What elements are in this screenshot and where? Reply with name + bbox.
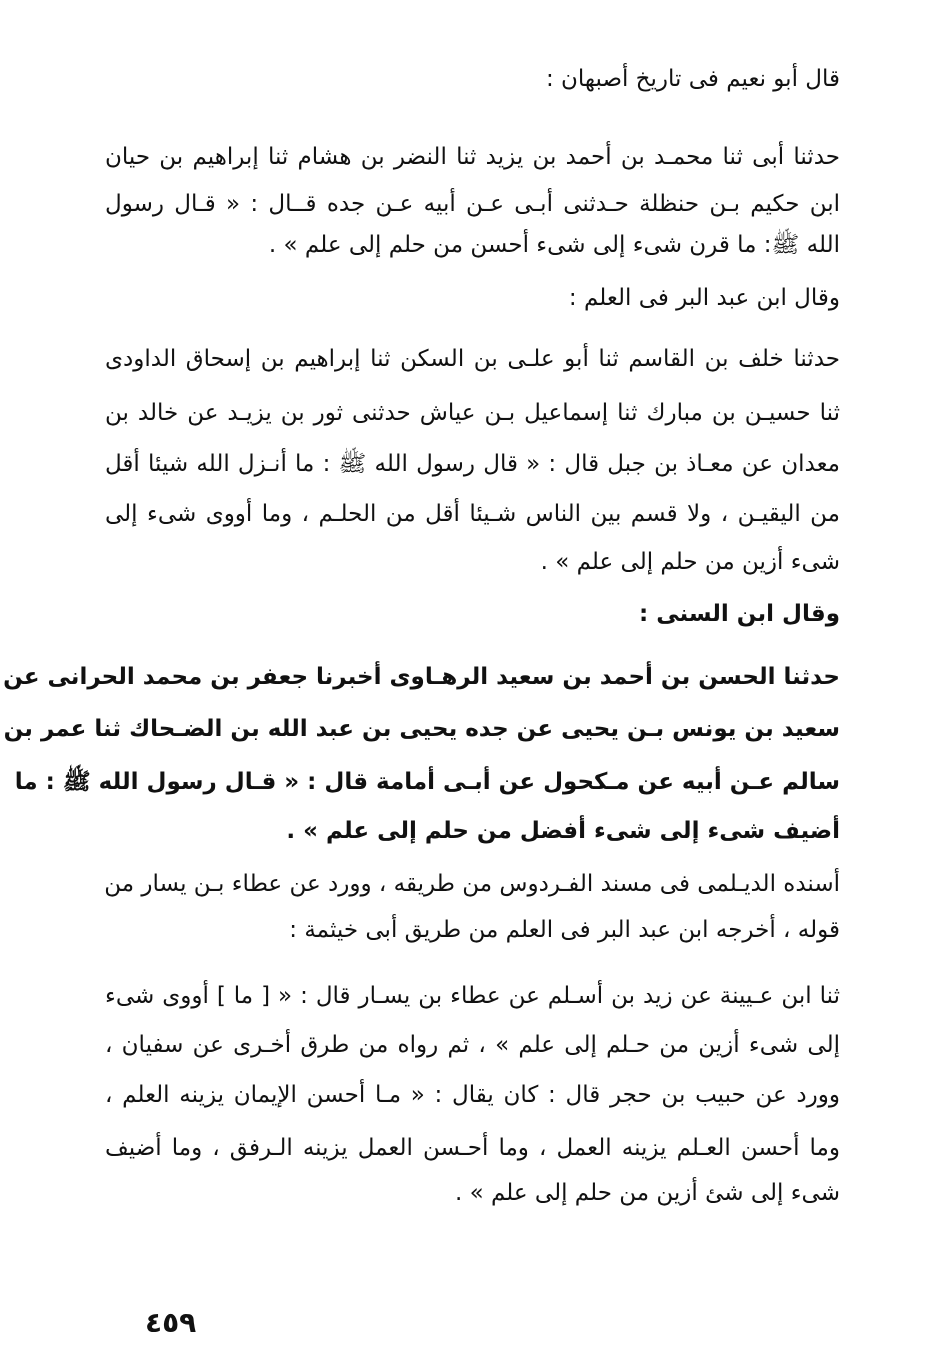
text-line: سعيد بن يونس بـن يحيى عن جده يحيى بن عبد الله بن الضـحاك ثنا عمر بن (3, 716, 840, 742)
book-page (3, 0, 840, 1352)
section-heading: قال أبو نعيم فى تاريخ أصبهان : (545, 66, 840, 92)
text-line: سالم عـن أبيه عن مـكحول عن أبـى أمامة قال : « قـال رسول الله ﷺ : ما (14, 769, 840, 795)
text-line: أسنده الديـلمى فى مسند الفـردوس من طريقه ، وورد عن عطاء بـن يسار من (104, 871, 840, 897)
text-line: أضيف شىء إلى شىء أفضل من حلم إلى علم » . (286, 818, 840, 844)
text-line: وما أحسن العـلم يزينه العمل ، وما أحـسن العمل يزينه الـرفق ، وما أضيف (105, 1135, 840, 1161)
text-line: من اليقيـن ، ولا قسم بين الناس شـيئا أقل من الحلـم ، وما أووى شىء إلى (105, 501, 840, 527)
text-line: الله ﷺ: ما قرن شىء إلى شىء أحسن من حلم إلى علم » . (268, 232, 840, 258)
text-line: شىء أزين من حلم إلى علم » . (540, 549, 840, 575)
text-line: إلى شىء أزين من حـلم إلى علم » ، ثم رواه من طرق أخـرى عن سفيان ، (105, 1032, 840, 1058)
text-line: حدثنا الحسن بن أحمد بن سعيد الرهـاوى أخبرنا جعفر بن محمد الحرانى عن (3, 664, 840, 690)
section-heading: وقال ابن عبد البر فى العلم : (568, 285, 840, 311)
text-line: وورد عن حبيب بن حجر قال : كان يقال : « مـا أحسن الإيمان يزينه العلم ، (105, 1082, 840, 1108)
text-line: ثنا ابن عـيينة عن زيد بن أسـلم عن عطاء بن يسـار قال : « [ ما ] أووى شىء (105, 983, 840, 1009)
text-line: حدثنا أبى ثنا محمـد بن أحمد بن يزيد ثنا النضر بن هشام ثنا إبراهيم بن حيان (105, 144, 840, 170)
text-line: ثنا حسيـن بن مبارك ثنا إسماعيل بـن عياش حدثنى ثور بن يزيـد عن خالد بن (105, 400, 840, 426)
text-line: حدثنا خلف بن القاسم ثنا أبو علـى بن السكن ثنا إبراهيم بن إسحاق الداودى (105, 346, 840, 372)
text-line: شىء إلى شئ أزين من حلم إلى علم » . (454, 1180, 840, 1206)
text-line: ابن حكيم بـن حنظلة حـدثنى أبـى عـن أبيه عـن جده قــال : « قـال رسول (105, 191, 840, 217)
text-line: قوله ، أخرجه ابن عبد البر فى العلم من طريق أبى خيثمة : (289, 917, 840, 943)
section-heading: وقال ابن السنى : (639, 601, 840, 627)
page-number: ٤٥٩ (145, 1306, 197, 1339)
text-line: معدان عن معـاذ بن جبل قال : « قال رسول الله ﷺ : ما أنـزل الله شيئا أقل (105, 451, 840, 477)
